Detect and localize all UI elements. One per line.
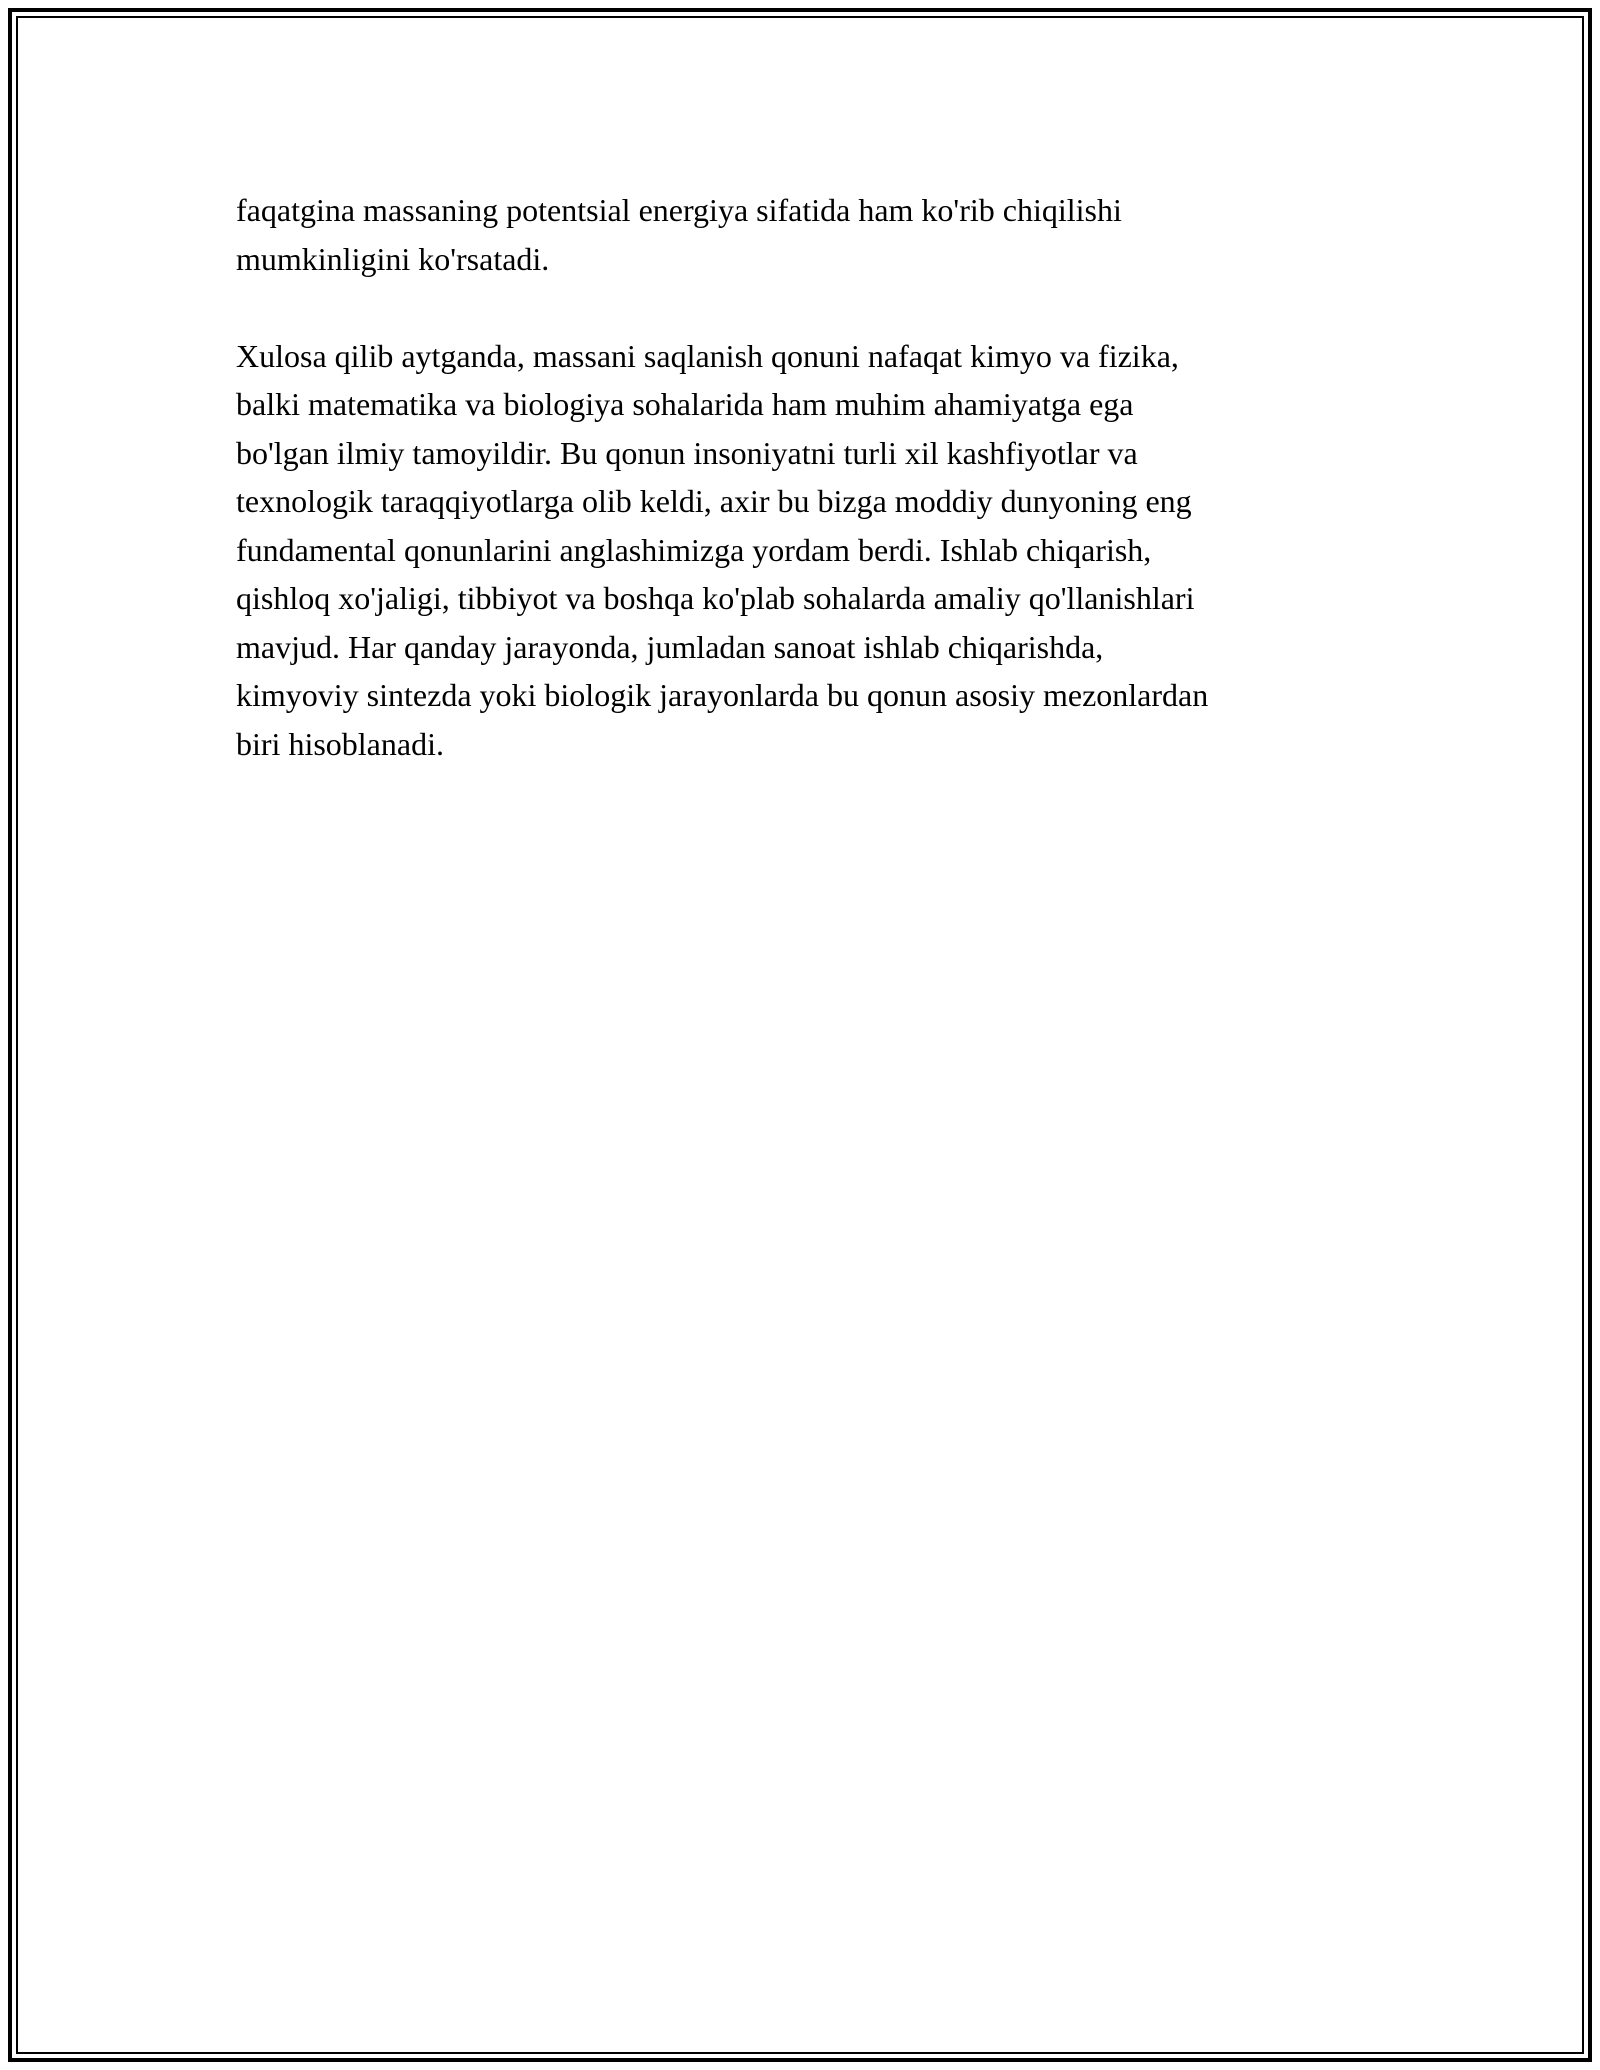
text-line: fundamental qonunlarini anglashimizga yordam berdi. Ishlab chiqarish, [236, 531, 1152, 568]
document-body [236, 186, 1366, 768]
text-line: texnologik taraqqiyotlarga olib keldi, axir bu bizga moddiy dunyoning eng [236, 483, 1192, 519]
text-line: kimyoviy sintezda yoki biologik jarayonlarda bu qonun asosiy mezonlardan [236, 677, 1209, 713]
paragraph [236, 186, 1366, 283]
text-line: mavjud. Har qanday jarayonda, jumladan sanoat ishlab chiqarishda, [236, 628, 1104, 665]
text-line: balki matematika va biologiya sohalarida ham muhim ahamiyatga ega [236, 386, 1134, 422]
text-line: faqatgina massaning potentsial energiya sifatida ham ko'rib chiqilishi [236, 192, 1122, 228]
paragraph [236, 332, 1366, 769]
text-line: biri hisoblanadi. [236, 725, 444, 762]
paragraph-spacer [236, 283, 1366, 332]
text-line: mumkinligini ko'rsatadi. [236, 240, 550, 277]
text-line: Xulosa qilib aytganda, massani saqlanish qonuni nafaqat kimyo va fizika, [236, 337, 1179, 374]
text-line: bo'lgan ilmiy tamoyildir. Bu qonun insoniyatni turli xil kashfiyotlar va [236, 434, 1138, 471]
text-line: qishloq xo'jaligi, tibbiyot va boshqa ko'plab sohalarda amaliy qo'llanishlari [236, 580, 1195, 616]
